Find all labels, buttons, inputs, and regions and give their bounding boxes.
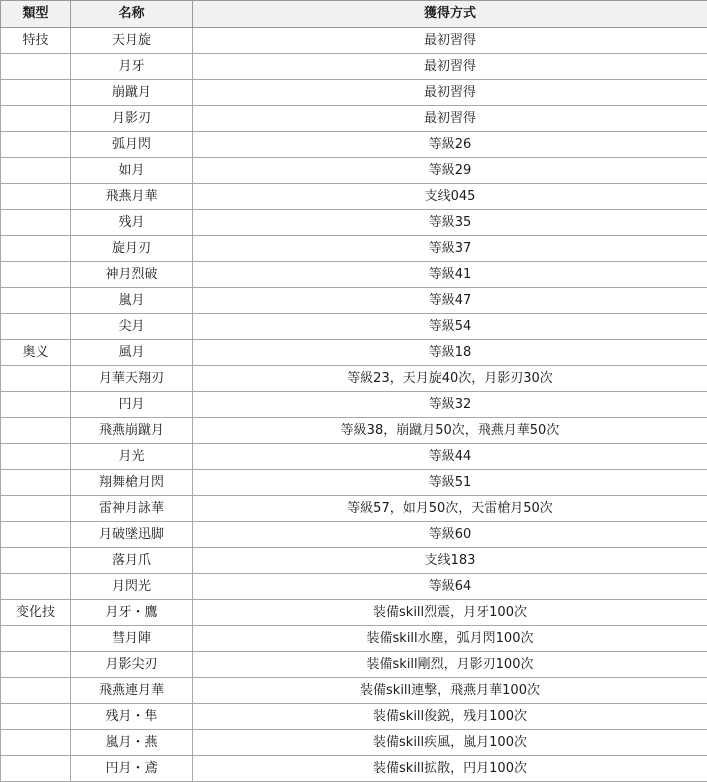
cell-name: 神月烈破 [71,262,193,288]
cell-name: 彗月陣 [71,626,193,652]
cell-how: 最初習得 [193,106,707,132]
table-row [1,132,707,158]
table-row [1,340,707,366]
cell-type: 变化技 [1,600,71,626]
cell-name: 嵐月 [71,288,193,314]
cell-how: 等級35 [193,210,707,236]
cell-type [1,444,71,470]
table-row [1,366,707,392]
header-row [1,1,707,28]
table-row [1,626,707,652]
table-row [1,262,707,288]
cell-how: 等級60 [193,522,707,548]
cell-type: 奥义 [1,340,71,366]
cell-how: 等級32 [193,392,707,418]
cell-how: 等級41 [193,262,707,288]
cell-name: 飛燕連月華 [71,678,193,704]
cell-how: 等級29 [193,158,707,184]
table-row [1,80,707,106]
table-row [1,444,707,470]
table-row [1,704,707,730]
column-header-how: 獲得方式 [193,1,707,28]
table-row [1,210,707,236]
cell-type [1,626,71,652]
cell-how: 支线183 [193,548,707,574]
cell-type [1,236,71,262]
cell-how: 支线045 [193,184,707,210]
table-row [1,236,707,262]
table-row [1,54,707,80]
table-row [1,496,707,522]
cell-how: 等級64 [193,574,707,600]
table-row [1,28,707,54]
cell-how: 等級54 [193,314,707,340]
cell-name: 雷神月詠華 [71,496,193,522]
cell-how: 最初習得 [193,80,707,106]
cell-type [1,288,71,314]
cell-type [1,496,71,522]
table-row [1,288,707,314]
table-row [1,652,707,678]
cell-type [1,314,71,340]
cell-name: 天月旋 [71,28,193,54]
column-header-name: 名称 [71,1,193,28]
cell-type [1,548,71,574]
cell-how: 等級18 [193,340,707,366]
cell-name: 月華天翔刃 [71,366,193,392]
cell-type [1,756,71,782]
cell-how: 最初習得 [193,54,707,80]
cell-name: 円月 [71,392,193,418]
cell-type [1,678,71,704]
cell-name: 如月 [71,158,193,184]
cell-type: 特技 [1,28,71,54]
table-row [1,158,707,184]
cell-name: 翔舞槍月閃 [71,470,193,496]
table-row [1,106,707,132]
cell-type [1,730,71,756]
cell-name: 尖月 [71,314,193,340]
table-header [1,1,707,28]
table-row [1,600,707,626]
table-row [1,678,707,704]
cell-name: 円月・鳶 [71,756,193,782]
cell-type [1,392,71,418]
table-row [1,522,707,548]
cell-how: 装備skill拡散，円月100次 [193,756,707,782]
cell-name: 落月爪 [71,548,193,574]
cell-type [1,158,71,184]
cell-name: 月牙 [71,54,193,80]
cell-type [1,652,71,678]
cell-how: 等級44 [193,444,707,470]
table-row [1,574,707,600]
cell-how: 等級23，天月旋40次，月影刃30次 [193,366,707,392]
cell-name: 飛燕月華 [71,184,193,210]
cell-how: 装備skill剛烈，月影刃100次 [193,652,707,678]
cell-how: 装備skill烈震，月牙100次 [193,600,707,626]
cell-type [1,522,71,548]
cell-type [1,470,71,496]
cell-name: 残月・隼 [71,704,193,730]
cell-how: 等級38，崩蹴月50次，飛燕月華50次 [193,418,707,444]
table-row [1,730,707,756]
cell-name: 飛燕崩蹴月 [71,418,193,444]
table-row [1,548,707,574]
cell-name: 風月 [71,340,193,366]
cell-name: 月牙・鷹 [71,600,193,626]
table-body [1,28,707,782]
cell-how: 最初習得 [193,28,707,54]
cell-type [1,574,71,600]
cell-name: 残月 [71,210,193,236]
cell-type [1,132,71,158]
cell-name: 月破墜迅脚 [71,522,193,548]
cell-type [1,80,71,106]
cell-how: 装備skill連撃，飛燕月華100次 [193,678,707,704]
cell-how: 等級57，如月50次，天雷槍月50次 [193,496,707,522]
cell-how: 等級51 [193,470,707,496]
cell-type [1,106,71,132]
cell-type [1,210,71,236]
cell-name: 崩蹴月 [71,80,193,106]
table-row [1,184,707,210]
cell-name: 弧月閃 [71,132,193,158]
table-row [1,470,707,496]
cell-how: 装備skill俊鋭，残月100次 [193,704,707,730]
table-row [1,392,707,418]
cell-name: 月影刃 [71,106,193,132]
cell-name: 月影尖刃 [71,652,193,678]
cell-type [1,54,71,80]
cell-how: 装備skill疾風，嵐月100次 [193,730,707,756]
cell-how: 装備skill水塵，弧月閃100次 [193,626,707,652]
cell-type [1,184,71,210]
cell-type [1,704,71,730]
cell-how: 等級47 [193,288,707,314]
cell-type [1,418,71,444]
cell-how: 等級37 [193,236,707,262]
cell-name: 旋月刃 [71,236,193,262]
cell-how: 等級26 [193,132,707,158]
cell-name: 嵐月・燕 [71,730,193,756]
table-row [1,418,707,444]
table-row [1,756,707,782]
cell-type [1,262,71,288]
table-row [1,314,707,340]
cell-name: 月閃光 [71,574,193,600]
cell-type [1,366,71,392]
column-header-type: 類型 [1,1,71,28]
cell-name: 月光 [71,444,193,470]
